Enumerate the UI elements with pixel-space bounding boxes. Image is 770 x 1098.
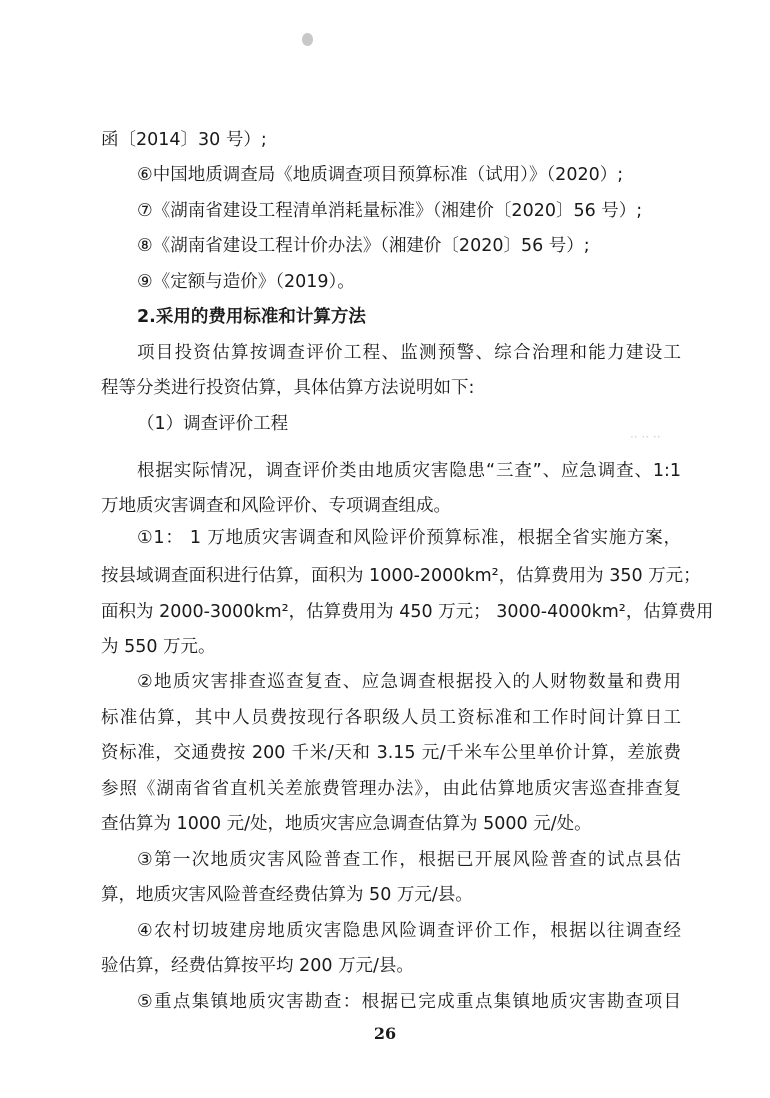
text-line: ⑦《湖南省建设工程清单消耗量标准》（湘建价〔2020〕56 号）; bbox=[137, 201, 643, 221]
subsection-heading: （1）调查评价工程 bbox=[137, 414, 289, 434]
text-line: 资标准，交通费按 200 千米/天和 3.15 元/千米车公里单价计算，差旅费 bbox=[101, 743, 681, 763]
text-line: 标准估算，其中人员费按现行各职级人员工资标准和工作时间计算日工 bbox=[101, 708, 681, 728]
text-line: ②地质灾害排查巡查复查、应急调查根据投入的人财物数量和费用 bbox=[137, 672, 681, 692]
text-line: 程等分类进行投资估算，具体估算方法说明如下: bbox=[101, 378, 475, 398]
scan-smudge bbox=[302, 33, 313, 46]
text-line: ⑤重点集镇地质灾害勘查：根据已完成重点集镇地质灾害勘查项目 bbox=[137, 992, 681, 1012]
text-line: ⑧《湖南省建设工程计价办法》（湘建价〔2020〕56 号）; bbox=[137, 236, 590, 256]
text-line: 函〔2014〕30 号）; bbox=[101, 130, 267, 150]
text-line: ④农村切坡建房地质灾害隐患风险调查评价工作，根据以往调查经 bbox=[137, 921, 681, 941]
text-line: 为 550 万元。 bbox=[101, 637, 216, 657]
text-line: 面积为 2000-3000km²，估算费用为 450 万元； 3000-4000km²，估算费用 bbox=[101, 602, 714, 622]
page-number: 26 bbox=[373, 1024, 397, 1043]
text-line: 根据实际情况，调查评价类由地质灾害隐患“三查”、应急调查、1:1 bbox=[137, 461, 681, 481]
section-heading: 2.采用的费用标准和计算方法 bbox=[137, 307, 366, 327]
text-line: 查估算为 1000 元/处，地质灾害应急调查估算为 5000 元/处。 bbox=[101, 814, 592, 834]
text-line: ③第一次地质灾害风险普查工作，根据已开展风险普查的试点县估 bbox=[137, 850, 681, 870]
text-line: 万地质灾害调查和风险评价、专项调查组成。 bbox=[101, 496, 451, 516]
text-line: 按县域调查面积进行估算，面积为 1000-2000km²，估算费用为 350 万元； bbox=[101, 566, 701, 586]
bleed-through-text: ·· ·· ·· bbox=[630, 430, 661, 444]
text-line: 项目投资估算按调查评价工程、监测预警、综合治理和能力建设工 bbox=[137, 343, 681, 363]
text-line: 算，地质灾害风险普查经费估算为 50 万元/县。 bbox=[101, 885, 473, 905]
text-line: ⑥中国地质调查局《地质调查项目预算标准（试用）》（2020）; bbox=[137, 165, 624, 185]
text-line: 参照《湖南省省直机关差旅费管理办法》，由此估算地质灾害巡查排查复 bbox=[101, 779, 681, 799]
text-line: ⑨《定额与造价》（2019）。 bbox=[137, 272, 355, 292]
text-line: 验估算，经费估算按平均 200 万元/县。 bbox=[101, 956, 414, 976]
text-line: ①1： 1 万地质灾害调查和风险评价预算标准，根据全省实施方案， bbox=[137, 528, 681, 548]
